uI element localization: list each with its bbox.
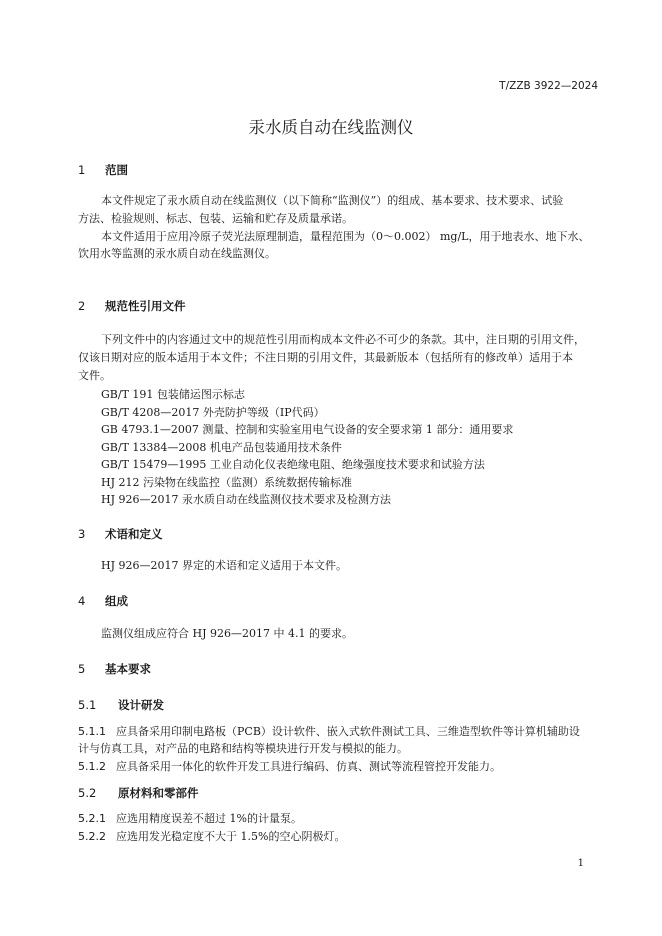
subsection-5-1-heading	[78, 697, 164, 713]
section-number: 4	[78, 594, 86, 608]
clause-text: 应具备采用印制电路板（PCB）设计软件、嵌入式软件测试工具、三维造型软件等计算机辅助设	[116, 725, 580, 738]
reference-item: GB/T 15479—1995 工业自动化仪表绝缘电阻、绝缘强度技术要求和试验方法	[101, 458, 485, 471]
section-number: 1	[78, 163, 86, 177]
section-title: 组成	[105, 594, 128, 608]
reference-item: GB/T 191 包装储运图示标志	[101, 388, 245, 401]
clause-5-2-2	[78, 828, 345, 844]
paragraph-line: 计与仿真工具，对产品的电路和结构等模块进行开发与模拟的能力。	[78, 742, 408, 755]
paragraph-line: 监测仪组成应符合 HJ 926—2017 中 4.1 的要求。	[101, 627, 353, 640]
section-title: 范围	[105, 163, 128, 177]
section-1-heading	[78, 162, 128, 178]
clause-text: 应选用发光稳定度不大于 1.5%的空心阴极灯。	[116, 830, 346, 843]
subsection-number: 5.1	[78, 698, 97, 712]
section-number: 5	[78, 662, 86, 676]
reference-item: GB 4793.1—2007 测量、控制和实验室用电气设备的安全要求第 1 部分：通用要求	[101, 423, 514, 436]
section-4-heading	[78, 593, 128, 609]
clause-text: 应具备采用一体化的软件开发工具进行编码、仿真、测试等流程管控开发能力。	[116, 760, 501, 773]
section-title: 基本要求	[105, 662, 151, 676]
section-title: 规范性引用文件	[105, 299, 186, 313]
paragraph-line: 本文件适用于应用冷原子荧光法原理制造，量程范围为（0～0.002） mg/L，用于地表水、地下水、	[101, 230, 590, 243]
page-number: 1	[577, 858, 584, 869]
paragraph-line: 仅该日期对应的版本适用于本文件；不注日期的引用文件，其最新版本（包括所有的修改单）适用于本	[78, 351, 573, 364]
section-5-heading	[78, 661, 151, 677]
paragraph-line: 下列文件中的内容通过文中的规范性引用而构成本文件必不可少的条款。其中，注日期的引用文件，	[101, 333, 585, 346]
clause-5-1-2	[78, 758, 501, 774]
clause-5-2-1	[78, 810, 302, 826]
reference-item: GB/T 13384—2008 机电产品包装通用技术条件	[101, 441, 342, 454]
section-number: 3	[78, 527, 86, 541]
clause-text: 应选用精度误差不超过 1%的计量泵。	[116, 812, 302, 825]
standard-number: T/ZZB 3922—2024	[499, 80, 598, 92]
section-2-heading	[78, 298, 186, 314]
reference-item: HJ 926—2017 汞水质自动在线监测仪技术要求及检测方法	[101, 493, 391, 506]
reference-item: GB/T 4208—2017 外壳防护等级（IP代码）	[101, 406, 325, 419]
subsection-5-2-heading	[78, 785, 199, 801]
document-title: 汞水质自动在线监测仪	[248, 118, 414, 137]
paragraph-line: HJ 926—2017 界定的术语和定义适用于本文件。	[101, 559, 347, 572]
section-number: 2	[78, 299, 86, 313]
clause-number: 5.2.1	[78, 812, 106, 825]
subsection-title: 原材料和零部件	[118, 786, 199, 800]
paragraph-line: 本文件规定了汞水质自动在线监测仪（以下简称“监测仪”）的组成、基本要求、技术要求、试验	[101, 194, 564, 207]
paragraph-line: 方法、检验规则、标志、包装、运输和贮存及质量承诺。	[78, 212, 353, 225]
paragraph-line: 文件。	[78, 369, 111, 382]
clause-number: 5.1.2	[78, 760, 106, 773]
clause-number: 5.2.2	[78, 830, 106, 843]
section-title: 术语和定义	[105, 527, 163, 541]
reference-item: HJ 212 污染物在线监控（监测）系统数据传输标准	[101, 476, 352, 489]
paragraph-line: 饮用水等监测的汞水质自动在线监测仪。	[78, 247, 276, 260]
subsection-number: 5.2	[78, 786, 97, 800]
section-3-heading	[78, 526, 163, 542]
clause-number: 5.1.1	[78, 725, 106, 738]
subsection-title: 设计研发	[118, 698, 164, 712]
clause-5-1-1	[78, 723, 580, 739]
